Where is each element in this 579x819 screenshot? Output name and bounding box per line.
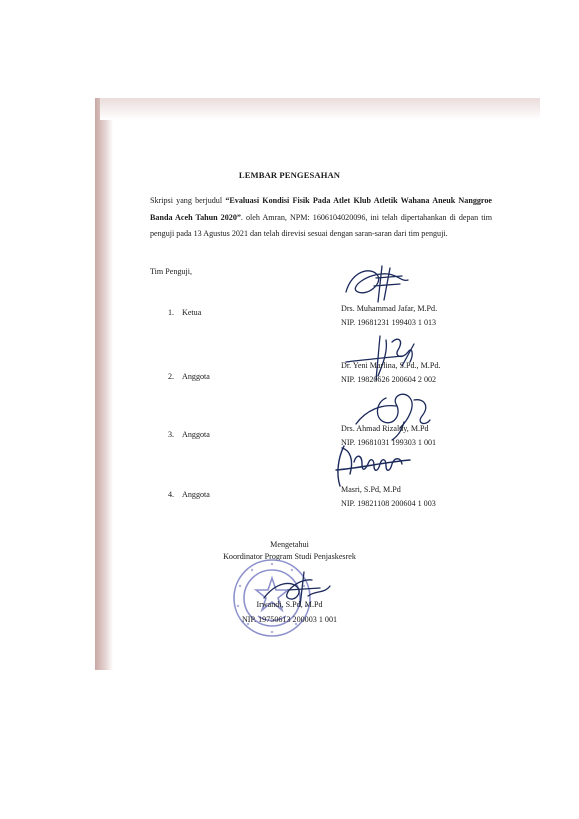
examiner-role-3: 3. Anggota — [168, 430, 210, 439]
thesis-title: “Evaluasi Kondisi Fisik Pada Atlet Klub Atletik Wahana Aneuk Nanggroe Banda Aceh Tahun 2020” — [150, 196, 492, 222]
examiner-signature-block-4 — [341, 483, 436, 511]
examiner-nip-4: NIP. 19821108 200604 1 003 — [341, 499, 436, 508]
scan-edge-shadow — [95, 98, 113, 670]
examiner-role-1: 1. Ketua — [168, 308, 202, 317]
examiners-heading: Tim Penguji, — [150, 267, 192, 276]
approval-paragraph — [150, 193, 492, 243]
intro-text: Skripsi yang berjudul — [150, 196, 226, 205]
examiner-name-4: Masri, S.Pd, M.Pd — [341, 485, 401, 494]
examiner-name-3: Drs. Ahmad Rizaldy, M.Pd — [341, 424, 429, 433]
examiner-signature-block-2 — [341, 359, 440, 387]
approval-label: Mengetahui — [270, 540, 309, 549]
examiner-signature-block-1 — [341, 302, 437, 330]
scan-top-shadow — [100, 98, 540, 120]
examiner-nip-1: NIP. 19681231 199403 1 013 — [341, 318, 437, 327]
examiner-nip-3: NIP. 19681031 199303 1 001 — [341, 438, 437, 447]
examiner-name-2: Dr. Yeni Marlina, S.Pd., M.Pd. — [341, 361, 441, 370]
examiner-role-4: 4. Anggota — [168, 490, 210, 499]
examiner-nip-2: NIP. 19820626 200604 2 002 — [341, 375, 437, 384]
document-title: LEMBAR PENGESAHAN — [238, 170, 341, 180]
examiner-name-1: Drs. Muhammad Jafar, M.Pd. — [341, 304, 438, 313]
approval-position: Koordinator Program Studi Penjaskesrek — [223, 552, 356, 561]
coordinator-name: Irwandi, S.Pd, M.Pd — [256, 600, 323, 609]
intro-text-continued: . oleh Amran, NPM: 1606104020096, ini telah dipertahankan di depan tim penguji pada 13 Agustus 2021 dan telah direvisi sesuai dengan saran-saran dari tim penguji. — [150, 212, 493, 238]
examiner-role-2: 2. Anggota — [168, 372, 210, 381]
coordinator-nip: NIP. 19750613 200003 1 001 — [241, 615, 338, 624]
